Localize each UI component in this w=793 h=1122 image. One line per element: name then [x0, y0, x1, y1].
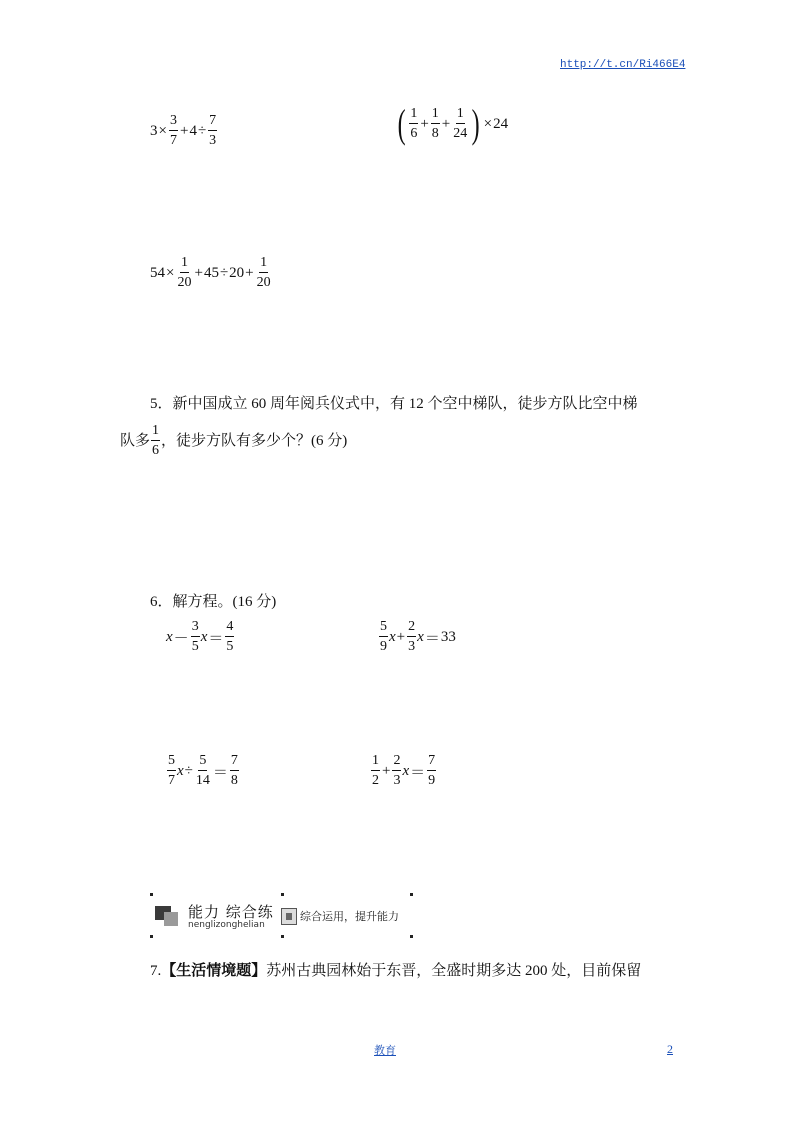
variable: x: [200, 628, 208, 645]
corner-dot: [410, 935, 413, 938]
times-sign: ×: [483, 115, 493, 132]
banner-title: 能力 综合练: [188, 903, 274, 921]
expression-2: [395, 101, 509, 146]
banner-square-icon: [164, 912, 178, 926]
number: 33: [440, 628, 456, 645]
minus-sign: －: [173, 630, 189, 647]
plus-sign: +: [194, 264, 203, 281]
number: 3: [150, 122, 158, 139]
number: 24: [493, 115, 509, 132]
fraction: $\frac{3}{7}$: [169, 113, 177, 148]
banner-box-icon: [281, 908, 297, 925]
corner-dot: [281, 935, 284, 938]
page-number[interactable]: 2: [667, 1042, 673, 1056]
variable: x: [389, 628, 396, 645]
fraction: $\frac{5}{9}$: [380, 619, 387, 654]
times-sign: ×: [158, 122, 167, 139]
fraction: $\frac{1}{24}$: [453, 106, 468, 141]
footer-link[interactable]: 教育: [374, 1044, 396, 1057]
corner-dot: [150, 893, 153, 896]
equals-sign: ＝: [410, 764, 426, 781]
variable: x: [402, 762, 410, 779]
fraction: $\frac{1}{6}$: [152, 423, 160, 458]
equation-2: [378, 620, 456, 654]
equation-3: [166, 754, 240, 788]
corner-dot: [281, 893, 284, 896]
fraction: $\frac{1}{2}$: [372, 753, 379, 788]
banner-pinyin: nenglizonghelian: [188, 920, 265, 930]
expression-3: [150, 256, 273, 290]
number: 54: [150, 264, 165, 281]
question-6-title: 6．解方程。(16 分): [150, 594, 277, 610]
plus-sign: +: [245, 264, 254, 281]
equation-1: [166, 620, 235, 654]
fraction: $\frac{5}{7}$: [168, 753, 175, 788]
equation-4: [370, 754, 437, 788]
equals-sign: ＝: [424, 630, 440, 647]
plus-sign: +: [441, 115, 451, 132]
fraction: $\frac{3}{5}$: [191, 619, 199, 654]
left-parenthesis: (: [397, 101, 406, 146]
fraction: $\frac{2}{3}$: [408, 619, 416, 654]
plus-sign: +: [382, 762, 391, 779]
times-sign: ×: [166, 264, 175, 281]
plus-sign: +: [420, 115, 429, 132]
fraction: $\frac{1}{8}$: [431, 106, 439, 141]
fraction: $\frac{4}{5}$: [226, 619, 234, 654]
question-tag: 【生活情境题】: [161, 963, 267, 979]
question-5-line-2: 队多 $\frac{1}{6}$ ，徒步方队有多少个？(6 分): [120, 423, 348, 458]
plus-sign: +: [396, 628, 406, 645]
variable: x: [417, 628, 424, 645]
corner-dot: [410, 893, 413, 896]
section-banner: [150, 893, 415, 939]
fraction: $\frac{1}{20}$: [177, 255, 192, 290]
variable: x: [177, 762, 184, 779]
divide-sign: ÷: [184, 762, 193, 779]
divide-sign: ÷: [197, 122, 207, 139]
number: 4: [189, 122, 197, 139]
question-7: 7.【生活情境题】苏州古典园林始于东晋，全盛时期多达 200 处，目前保留: [150, 963, 642, 979]
question-5-line-1: 5．新中国成立 60 周年阅兵仪式中，有 12 个空中梯队，徒步方队比空中梯: [150, 396, 638, 412]
fraction: $\frac{2}{3}$: [393, 753, 401, 788]
fraction: $\frac{1}{6}$: [410, 106, 418, 141]
variable: x: [166, 628, 173, 645]
right-parenthesis: ): [471, 101, 480, 146]
plus-sign: +: [179, 122, 189, 139]
fraction: $\frac{7}{8}$: [230, 753, 238, 788]
divide-sign: ÷: [219, 264, 229, 281]
number: 20: [229, 264, 245, 281]
banner-subtitle: 综合运用，提升能力: [300, 910, 399, 923]
fraction: $\frac{7}{9}$: [428, 753, 436, 788]
equals-sign: ＝: [212, 764, 228, 781]
equals-sign: ＝: [208, 630, 224, 647]
corner-dot: [150, 935, 153, 938]
fraction: $\frac{1}{20}$: [256, 255, 271, 290]
expression-1: [150, 114, 218, 148]
header-url-link[interactable]: http://t.cn/Ri466E4: [560, 59, 686, 71]
fraction: $\frac{5}{14}$: [195, 753, 210, 788]
number: 45: [203, 264, 219, 281]
fraction: $\frac{7}{3}$: [209, 113, 217, 148]
